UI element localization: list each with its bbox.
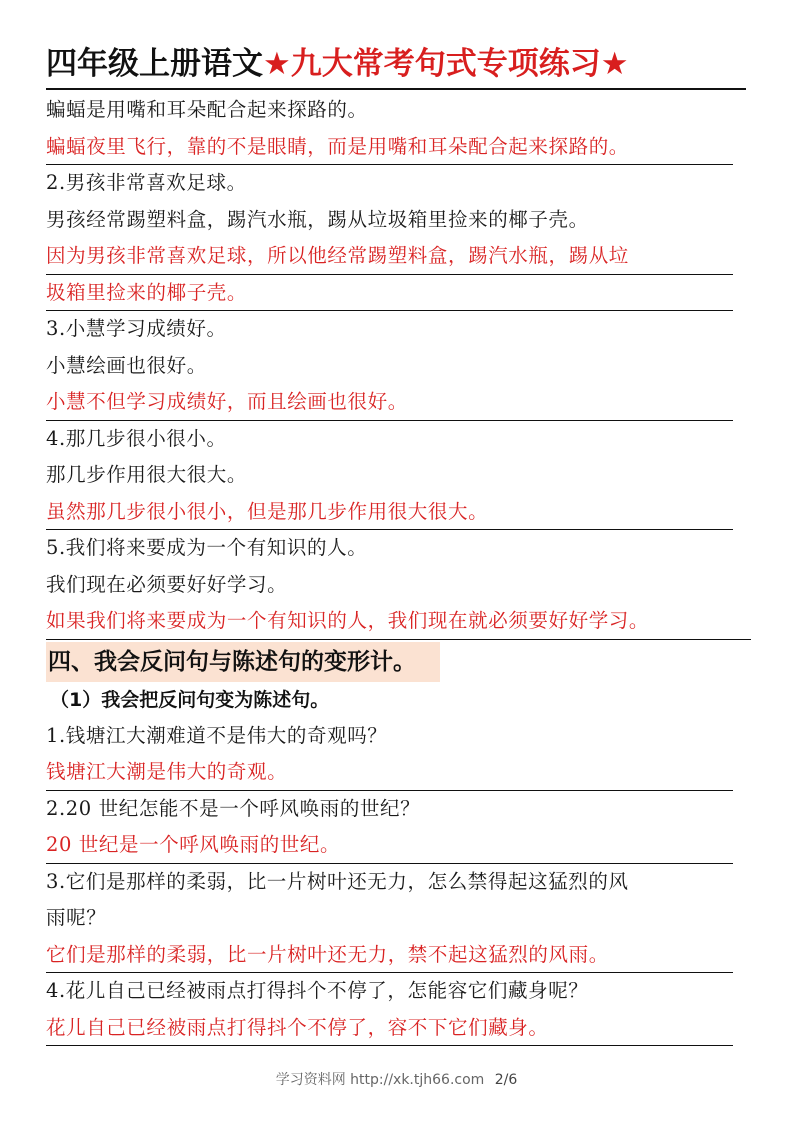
title-main: 四年级上册语文 xyxy=(46,46,263,82)
page-title xyxy=(46,42,746,86)
worksheet-content xyxy=(46,92,751,1046)
question-line: 蝙蝠是用嘴和耳朵配合起来探路的。 xyxy=(46,98,368,121)
question-line: 小慧绘画也很好。 xyxy=(46,353,207,377)
question-line: 雨呢？ xyxy=(46,906,107,929)
answer-line: 它们是那样的柔弱，比一片树叶还无力，禁不起这猛烈的风雨。 xyxy=(46,937,733,974)
question-line: 3.小慧学习成绩好。 xyxy=(46,317,227,340)
question-line: 4.花儿自己已经被雨点打得抖个不停了，怎能容它们藏身呢？ xyxy=(46,979,589,1002)
question-line: 4.那几步很小很小。 xyxy=(46,426,227,450)
page-number: 2/6 xyxy=(494,1072,518,1088)
question-line: 5.我们将来要成为一个有知识的人。 xyxy=(46,536,368,559)
question-line: 2.20 世纪怎能不是一个呼风唤雨的世纪？ xyxy=(46,796,421,820)
answer-line: 虽然那几步很小很小，但是那几步作用很大很大。 xyxy=(46,494,733,531)
title-highlight: ★九大常考句式专项练习★ xyxy=(263,46,629,82)
footer-source: 学习资料网 http://xk.tjh66.com xyxy=(275,1072,485,1088)
answer-line: 如果我们将来要成为一个有知识的人，我们现在就必须要好好学习。 xyxy=(46,603,751,640)
answer-line: 蝙蝠夜里飞行，靠的不是眼睛，而是用嘴和耳朵配合起来探路的。 xyxy=(46,129,733,166)
header-divider xyxy=(46,88,746,90)
question-line: 2.男孩非常喜欢足球。 xyxy=(46,171,247,194)
answer-line: 花儿自己已经被雨点打得抖个不停了，容不下它们藏身。 xyxy=(46,1010,733,1047)
answer-line: 小慧不但学习成绩好，而且绘画也很好。 xyxy=(46,384,733,421)
question-line: 我们现在必须要好好学习。 xyxy=(46,572,288,596)
section-heading: 四、我会反问句与陈述句的变形计。 xyxy=(46,642,440,682)
question-line: 1.钱塘江大潮难道不是伟大的奇观吗？ xyxy=(46,723,388,747)
question-line: 男孩经常踢塑料盒，踢汽水瓶，踢从垃圾箱里捡来的椰子壳。 xyxy=(46,207,589,231)
answer-line: 因为男孩非常喜欢足球，所以他经常踢塑料盒，踢汽水瓶，踢从垃 xyxy=(46,238,733,275)
question-line: 3.它们是那样的柔弱，比一片树叶还无力，怎么禁得起这猛烈的风 xyxy=(46,869,629,893)
answer-line: 钱塘江大潮是伟大的奇观。 xyxy=(46,754,733,791)
page-header xyxy=(46,42,746,90)
question-line: 那几步作用很大很大。 xyxy=(46,463,248,486)
answer-line: 圾箱里捡来的椰子壳。 xyxy=(46,275,733,312)
answer-line: 20 世纪是一个呼风唤雨的世纪。 xyxy=(46,827,733,864)
page-footer xyxy=(0,1069,793,1089)
subsection-heading: （1）我会把反问句变为陈述句。 xyxy=(50,688,330,711)
